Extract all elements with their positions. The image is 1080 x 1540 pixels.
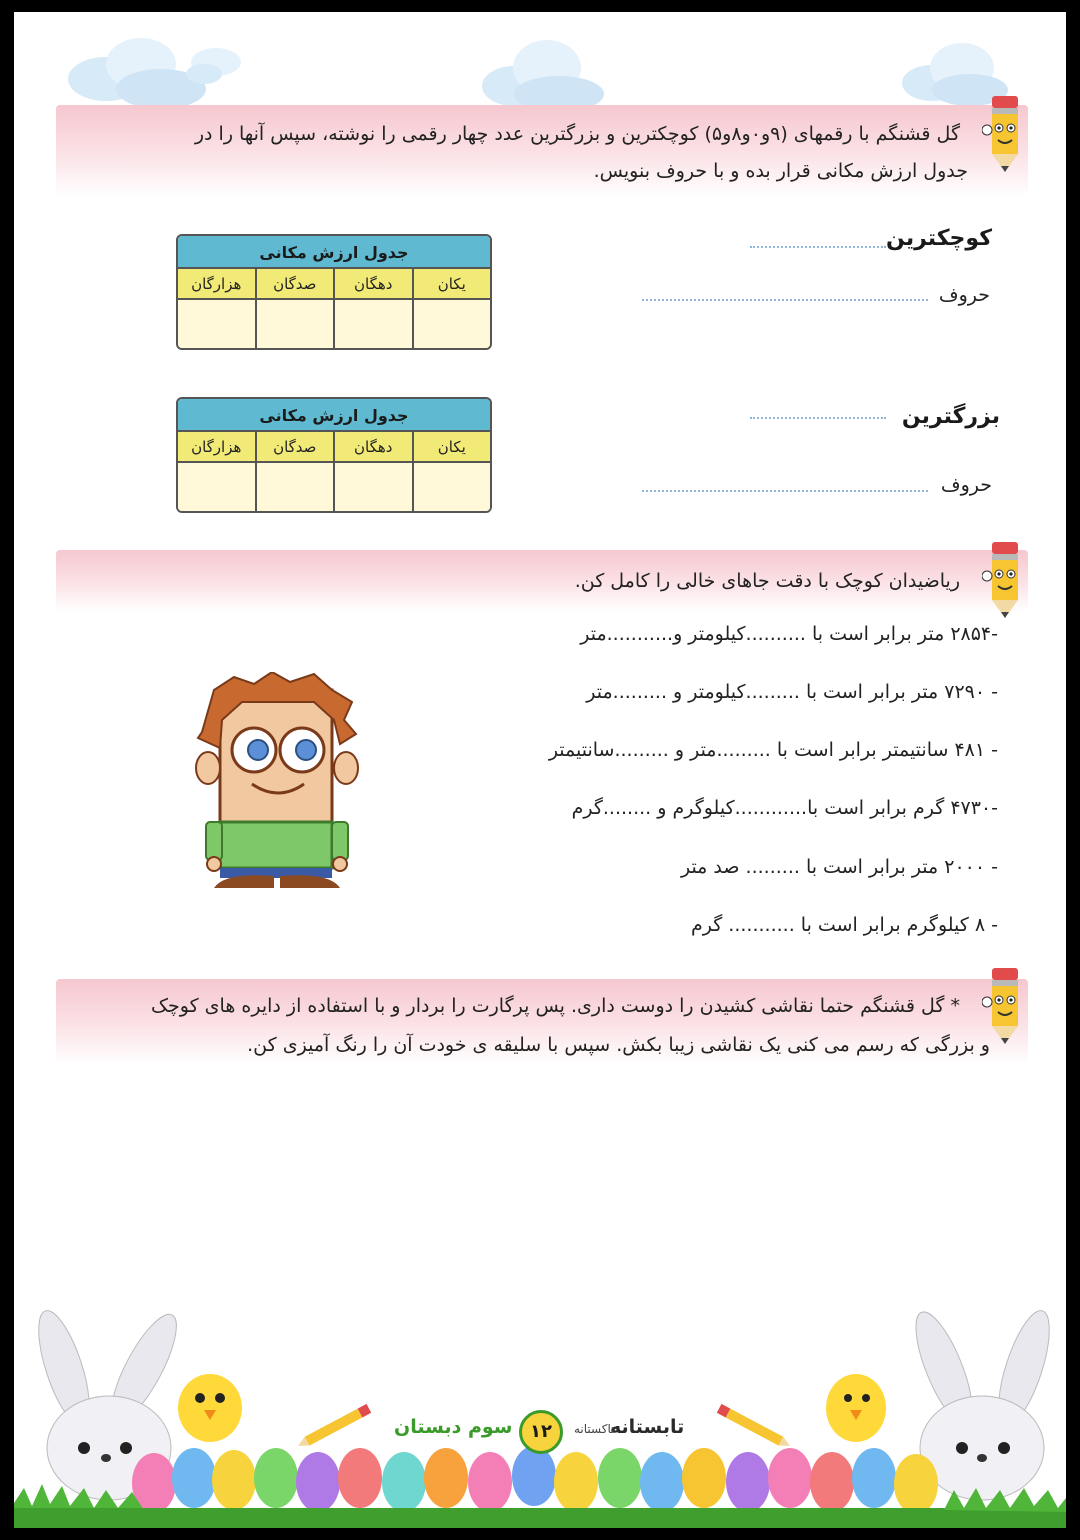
answer-cell-thousands[interactable] [178, 300, 255, 348]
answer-cell-tens[interactable] [333, 300, 412, 348]
answer-cell-hundreds[interactable] [255, 300, 334, 348]
fill-line-4[interactable]: -۴۷۳۰ گرم برابر است با............کیلوگرم و ........گرم [571, 797, 998, 819]
place-value-table-smallest [176, 234, 492, 350]
column-thousands: هزارگان [191, 438, 242, 456]
largest-letters-label: حروف [940, 474, 992, 496]
pencil-mascot-icon [982, 538, 1028, 620]
column-hundreds: صدگان [255, 432, 334, 461]
smallest-answer-line[interactable] [750, 246, 886, 248]
footer-grade: سوم دبستان [394, 1416, 513, 1438]
fill-line-5[interactable]: - ۲۰۰۰ متر برابر است با ......... صد متر [680, 856, 998, 878]
place-value-table-title: جدول ارزش مکانی [178, 399, 490, 432]
smallest-letters-line[interactable] [642, 299, 928, 301]
column-hundreds: صدگان [255, 269, 334, 298]
column-thousands: هزارگان [191, 275, 242, 293]
column-ones: یکان [412, 269, 491, 298]
smallest-label: کوچکترین [886, 226, 992, 251]
column-tens: دهگان [333, 269, 412, 298]
place-value-table-answer-row [178, 463, 490, 511]
fill-line-3[interactable]: - ۴۸۱ سانتیمتر برابر است با .........متر و .........سانتیمتر [548, 739, 998, 761]
place-value-table-title: جدول ارزش مکانی [178, 236, 490, 269]
pencil-mascot-icon [982, 92, 1028, 174]
answer-cell-thousands[interactable] [178, 463, 255, 511]
question-1-text-line1: گل قشنگم با رقمهای (۹و۰و۸و۵) کوچکترین و بزرگترین عدد چهار رقمی را نوشته، سپس آنها را در [194, 123, 960, 145]
fill-line-6[interactable]: - ۸ کیلوگرم برابر است با ........... گرم [690, 914, 998, 936]
question-1-text-line2: جدول ارزش مکانی قرار بده و با حروف بنویس. [593, 160, 968, 182]
footer-brand-subtitle: تاکستانه [574, 1422, 615, 1436]
page-number-badge [519, 1410, 563, 1454]
column-tens: دهگان [333, 432, 412, 461]
question-2-title: ریاضیدان کوچک با دقت جاهای خالی را کامل کن. [574, 570, 960, 592]
place-value-table-largest [176, 397, 492, 513]
footer-brand: تابستانه [610, 1416, 685, 1438]
answer-cell-tens[interactable] [333, 463, 412, 511]
place-value-table-answer-row [178, 300, 490, 348]
column-ones: یکان [412, 432, 491, 461]
place-value-table-header [178, 269, 490, 300]
page-number: ۱۲ [530, 1421, 552, 1442]
boy-character-illustration [194, 672, 360, 890]
place-value-table-header [178, 432, 490, 463]
drawing-area[interactable] [54, 1082, 1026, 1302]
question-3-text-line1: * گل قشنگم حتما نقاشی کشیدن را دوست داری. پس پرگارت را بردار و با استفاده از دایره های کوچک [151, 995, 960, 1017]
smallest-letters-label: حروف [938, 284, 990, 306]
cloud-left [66, 34, 246, 114]
answer-cell-ones[interactable] [412, 300, 491, 348]
largest-letters-line[interactable] [642, 490, 928, 492]
cloud-middle [479, 36, 609, 114]
answer-cell-ones[interactable] [412, 463, 491, 511]
answer-cell-hundreds[interactable] [255, 463, 334, 511]
question-3-text-line2: و بزرگی که رسم می کنی یک نقاشی زیبا بکش. سپس با سلیقه ی خودت آن را رنگ آمیزی کن. [247, 1034, 990, 1056]
largest-label: بزرگترین [901, 404, 1000, 429]
fill-line-2[interactable]: - ۷۲۹۰ متر برابر است با .........کیلومتر و .........متر [586, 681, 998, 703]
fill-line-1[interactable]: -۲۸۵۴ متر برابر است با ..........کیلومتر و...........متر [580, 623, 998, 645]
largest-answer-line[interactable] [750, 417, 886, 419]
worksheet-page [14, 12, 1066, 1528]
